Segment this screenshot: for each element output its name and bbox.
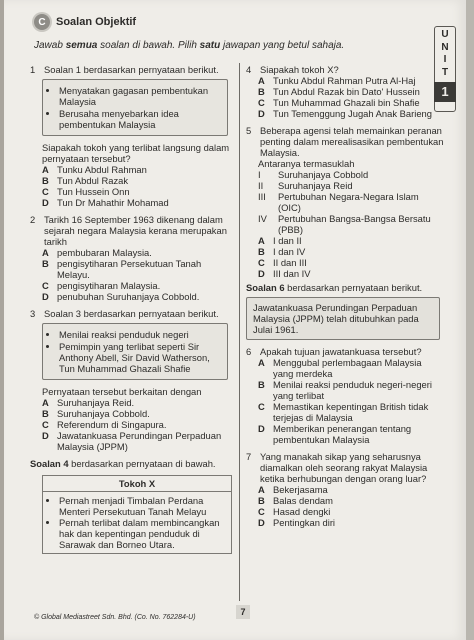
intro-bold: Soalan 4 [30, 458, 69, 469]
statement-bullet: • Pemimpin yang terlibat seperti Sir Anthony Abell, Sir David Watherson, Tun Muhammad Ghazali Shafie [59, 341, 221, 374]
roman-numeral: II [258, 180, 264, 191]
question-1-statement-box [42, 79, 228, 136]
instruction-part: Jawab [34, 40, 66, 51]
textbook-page [4, 0, 466, 640]
copyright-footer: © Global Mediastreet Sdn. Bhd. (Co. No. 762284-U) [34, 614, 196, 621]
question-3-statement-box [42, 323, 228, 380]
question-5-option-c [246, 257, 444, 268]
question-2-stem [30, 214, 232, 247]
question-6-intro [246, 282, 444, 293]
question-number: 6 [246, 346, 252, 357]
question-6-stem [246, 346, 444, 357]
instruction-part: jawapan yang betul sahaja. [220, 40, 345, 51]
instruction-part: soalan di bawah. Pilih [97, 40, 200, 51]
option-letter: C [42, 280, 49, 291]
question-6-option-a [246, 357, 444, 379]
option-text: Tun Temenggung Jugah Anak Barieng [273, 108, 432, 119]
option-letter: C [258, 257, 265, 268]
option-text: penubuhan Suruhanjaya Cobbold. [57, 291, 200, 302]
item-text: Suruhanjaya Cobbold [278, 169, 369, 180]
question-number: 4 [246, 64, 252, 75]
question-3-stem [30, 308, 232, 319]
option-letter: C [42, 419, 49, 430]
option-letter: D [42, 430, 49, 441]
option-letter: A [42, 247, 49, 258]
option-letter: D [258, 517, 265, 528]
question-2-option-a [30, 247, 232, 258]
option-letter: D [42, 291, 49, 302]
question-number: 5 [246, 125, 252, 136]
item-text: Suruhanjaya Reid [278, 180, 353, 191]
option-letter: C [42, 186, 49, 197]
section-c-icon: C [34, 14, 50, 30]
question-7-option-d [246, 517, 444, 528]
roman-numeral: IV [258, 213, 267, 224]
question-2-option-d [30, 291, 232, 302]
option-text: Pentingkan diri [273, 517, 336, 528]
option-letter: A [258, 484, 265, 495]
question-5-option-b [246, 246, 444, 257]
question-5-sub: Antaranya termasuklah [258, 158, 355, 169]
option-text: Tunku Abdul Rahman Putra Al-Haj [273, 75, 416, 86]
option-text: pengisytiharan Persekutuan Tanah Melayu. [57, 258, 202, 280]
question-4-option-c [246, 97, 444, 108]
option-letter: D [258, 423, 265, 434]
option-letter: C [258, 401, 265, 412]
option-letter: A [258, 235, 265, 246]
option-letter: A [42, 397, 49, 408]
left-column [30, 64, 232, 554]
option-letter: B [258, 246, 265, 257]
question-1-stem [30, 64, 232, 75]
option-letter: D [258, 108, 265, 119]
option-text: pengisytiharan Malaysia. [57, 280, 161, 291]
page-number: 7 [236, 605, 250, 619]
option-text: Menggubal perlembagaan Malaysia yang merdeka [273, 357, 422, 379]
question-number: 1 [30, 64, 36, 75]
question-6-statement-box [246, 297, 440, 340]
question-3-prompt: Pernyataan tersebut berkaitan dengan [42, 386, 202, 397]
question-text: Beberapa agensi telah memainkan peranan penting dalam merealisasikan pembentukan Malaysia. [260, 125, 444, 158]
question-7-stem [246, 451, 444, 484]
question-2-option-c [30, 280, 232, 291]
question-6-option-c [246, 401, 444, 423]
question-6-option-b [246, 379, 444, 401]
question-5-option-a [246, 235, 444, 246]
statement-text: Jawatankuasa Perundingan Perpaduan Malaysia (JPPM) telah ditubuhkan pada Julai 1961. [253, 302, 419, 335]
tokoh-bullet: • Pernah menjadi Timbalan Perdana Menteri Persekutuan Tanah Melayu [59, 495, 225, 517]
roman-numeral: III [258, 191, 266, 202]
question-number: 3 [30, 308, 36, 319]
option-text: Suruhanjaya Reid. [57, 397, 135, 408]
option-letter: B [42, 258, 49, 269]
section-header [34, 14, 136, 30]
unit-letter: T [441, 66, 449, 78]
option-text: Menilai reaksi penduduk negeri-negeri yang terlibat [273, 379, 432, 401]
instruction-text [34, 40, 344, 51]
question-1-option-c [30, 186, 232, 197]
tokoh-x-box [42, 475, 232, 554]
question-5-stem [246, 125, 444, 158]
question-5-item-4 [246, 213, 444, 235]
option-text: Referendum di Singapura. [57, 419, 167, 430]
question-1-option-b [30, 175, 232, 186]
unit-letter: U [441, 29, 449, 40]
question-number: 2 [30, 214, 36, 225]
tokoh-box-title: Tokoh X [43, 476, 231, 492]
option-text: Tun Abdul Razak bin Dato' Hussein [273, 86, 420, 97]
item-text: Pertubuhan Bangsa-Bangsa Bersatu (PBB) [278, 213, 431, 235]
unit-number: 1 [434, 82, 456, 102]
question-1-prompt: Siapakah tokoh yang terlibat langsung dalam pernyataan tersebut? [42, 142, 230, 164]
option-text: Tun Hussein Onn [57, 186, 130, 197]
instruction-bold: satu [199, 40, 221, 51]
statement-bullet: • Berusaha menyebarkan idea pembentukan Malaysia [59, 108, 221, 130]
question-2-option-b [30, 258, 232, 280]
option-text: Suruhanjaya Cobbold. [57, 408, 150, 419]
option-text: Tun Muhammad Ghazali bin Shafie [273, 97, 420, 108]
question-text: Siapakah tokoh X? [260, 64, 339, 75]
section-title: Soalan Objektif [56, 16, 137, 28]
option-letter: B [258, 86, 265, 97]
question-4-intro [30, 458, 232, 469]
intro-bold: Soalan 6 [246, 282, 285, 293]
question-7-option-a [246, 484, 444, 495]
option-text: I dan IV [273, 246, 306, 257]
question-7-option-b [246, 495, 444, 506]
question-1-option-d [30, 197, 232, 208]
question-text: Yang manakah sikap yang seharusnya diamalkan oleh seorang rakyat Malaysia ketika berhubungan dengan orang luar? [260, 451, 428, 484]
intro-text: berdasarkan pernyataan di bawah. [68, 458, 216, 469]
question-3-option-b [30, 408, 232, 419]
unit-letter: N [441, 41, 449, 53]
question-4-stem [246, 64, 444, 75]
option-letter: A [42, 164, 49, 175]
unit-letter: I [443, 54, 447, 65]
intro-text: berdasarkan pernyataan berikut. [284, 282, 423, 293]
question-1-option-a [30, 164, 232, 175]
roman-numeral: I [258, 169, 261, 180]
instruction-bold: semua [65, 40, 98, 51]
question-number: 7 [246, 451, 252, 462]
question-4-option-a [246, 75, 444, 86]
right-column [246, 64, 444, 528]
option-letter: B [42, 175, 49, 186]
option-letter: B [42, 408, 49, 419]
question-4-option-d [246, 108, 444, 119]
column-divider [239, 63, 240, 601]
option-text: Memberikan penerangan tentang pembentukan Malaysia [273, 423, 412, 445]
option-text: Tunku Abdul Rahman [57, 164, 147, 175]
question-5-item-2 [246, 180, 444, 191]
option-text: Memastikan kepentingan British tidak terjejas di Malaysia [273, 401, 429, 423]
option-text: Tun Dr Mahathir Mohamad [57, 197, 169, 208]
question-5-option-d [246, 268, 444, 279]
question-5-item-3 [246, 191, 444, 213]
option-text: Hasad dengki [273, 506, 331, 517]
option-letter: D [42, 197, 49, 208]
question-3-option-c [30, 419, 232, 430]
option-text: Tun Abdul Razak [57, 175, 129, 186]
question-5-item-1 [246, 169, 444, 180]
question-6-option-d [246, 423, 444, 445]
option-text: III dan IV [273, 268, 311, 279]
statement-bullet: • Menilai reaksi penduduk negeri [59, 329, 221, 340]
option-text: Jawatankuasa Perundingan Perpaduan Malaysia (JPPM) [57, 430, 222, 452]
option-letter: B [258, 379, 265, 390]
question-3-option-a [30, 397, 232, 408]
option-text: Bekerjasama [273, 484, 328, 495]
tokoh-bullet: • Pernah terlibat dalam membincangkan hak dan kepentingan penduduk di Sarawak dan Borneo Utara. [59, 517, 225, 550]
statement-bullet: • Menyatakan gagasan pembentukan Malaysia [59, 85, 221, 107]
option-letter: C [258, 97, 265, 108]
question-text: Tarikh 16 September 1963 dikenang dalam sejarah negara Malaysia kerana merupakan tarikh [44, 214, 227, 247]
option-text: Balas dendam [273, 495, 333, 506]
option-letter: A [258, 75, 265, 86]
option-text: II dan III [273, 257, 307, 268]
item-text: Pertubuhan Negara-Negara Islam (OIC) [278, 191, 419, 213]
question-3-option-d [30, 430, 232, 452]
option-letter: C [258, 506, 265, 517]
question-text: Soalan 1 berdasarkan pernyataan berikut. [44, 64, 219, 75]
option-letter: A [258, 357, 265, 368]
option-letter: B [258, 495, 265, 506]
question-text: Soalan 3 berdasarkan pernyataan berikut. [44, 308, 219, 319]
question-4-option-b [246, 86, 444, 97]
option-text: pembubaran Malaysia. [57, 247, 152, 258]
question-7-option-c [246, 506, 444, 517]
option-letter: D [258, 268, 265, 279]
option-text: I dan II [273, 235, 302, 246]
question-text: Apakah tujuan jawatankuasa tersebut? [260, 346, 422, 357]
